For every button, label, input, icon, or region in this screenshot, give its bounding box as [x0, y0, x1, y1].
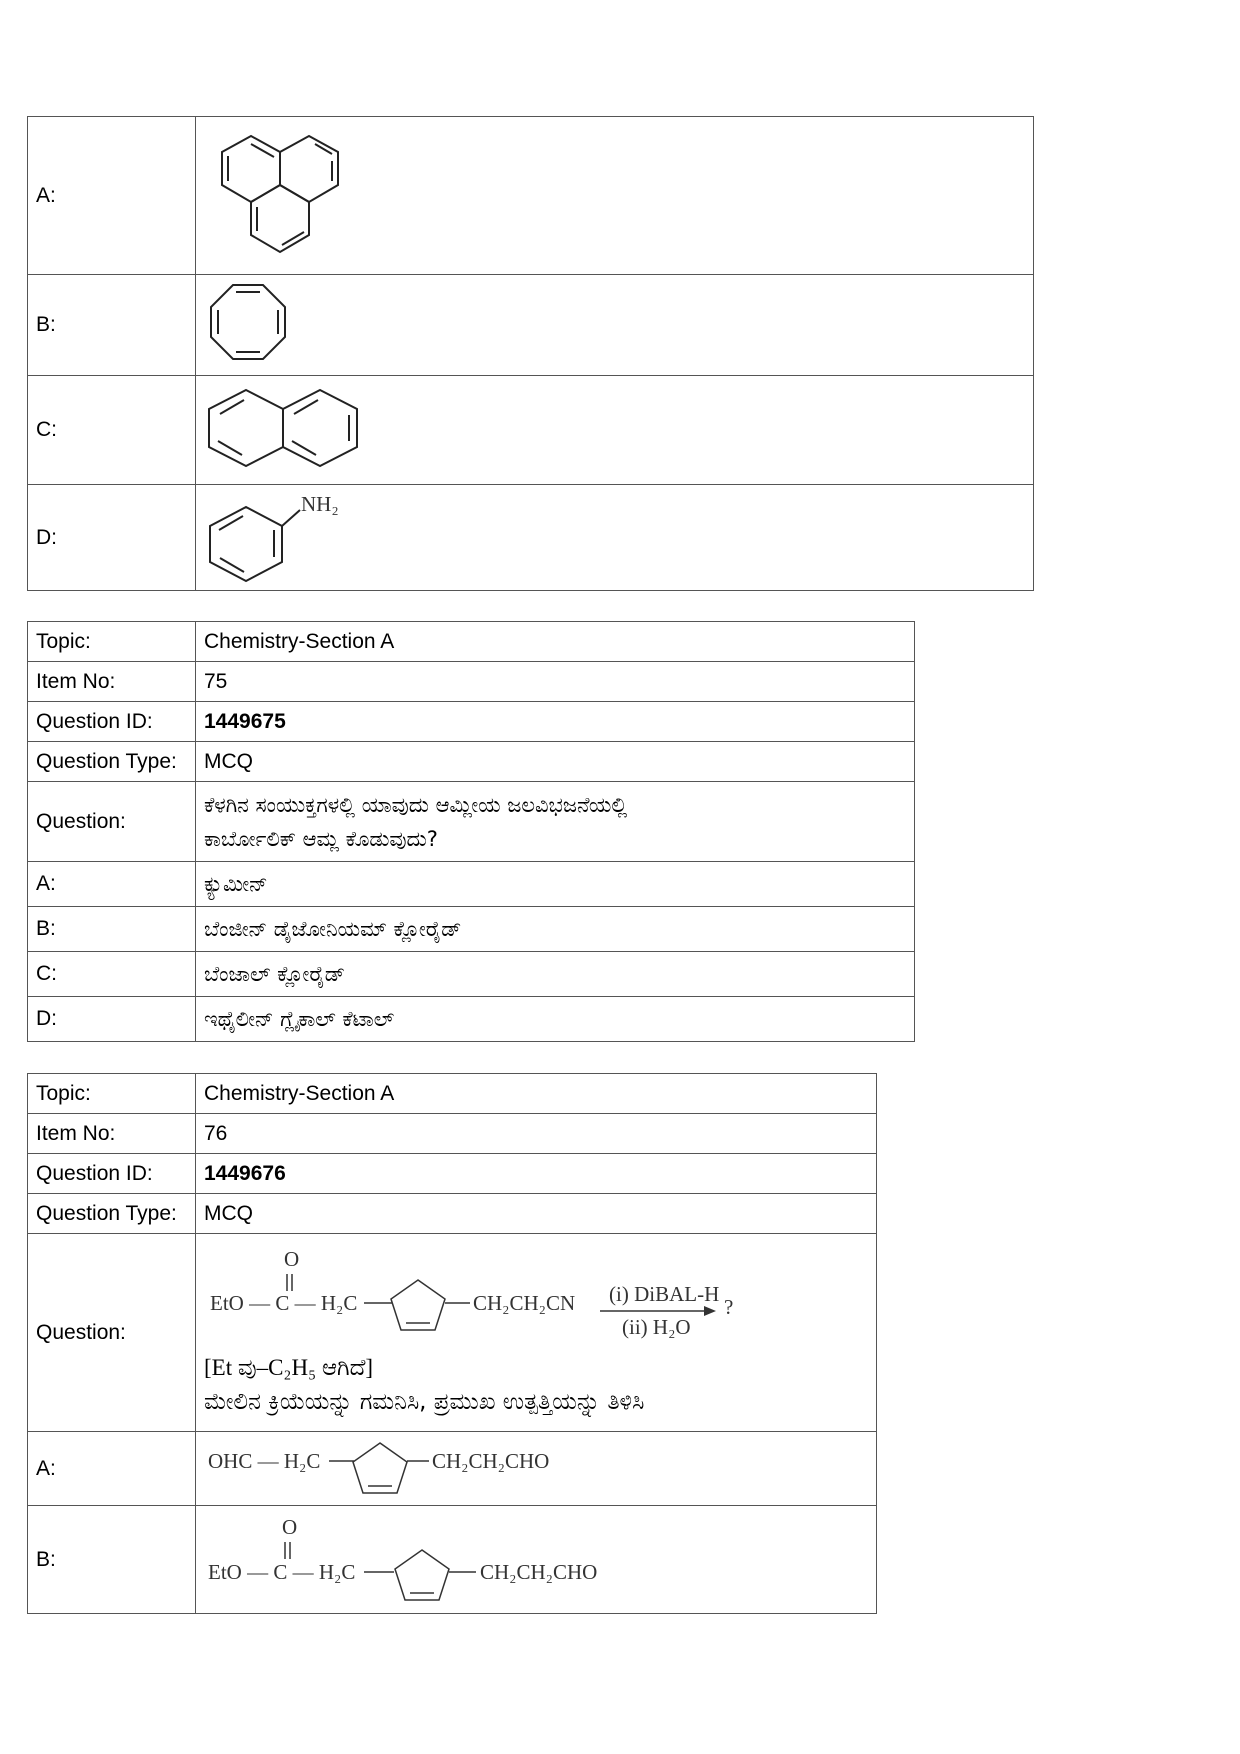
- topic-row: [28, 1074, 877, 1114]
- option-label: C:: [28, 376, 196, 485]
- question-id-value: 1449676: [196, 1154, 877, 1194]
- topic-value: Chemistry-Section A: [196, 622, 915, 662]
- option-structure-naphthalene: [196, 376, 1034, 485]
- reaction-scheme: [204, 1246, 844, 1341]
- option-row-a: [28, 1432, 877, 1506]
- item-no-label: Item No:: [28, 1114, 196, 1154]
- reactant-right-group: CH₂CH₂CN: [473, 1291, 576, 1315]
- question-type-value: MCQ: [196, 742, 915, 782]
- question-id-label: Question ID:: [28, 1154, 196, 1194]
- option-label: B:: [28, 275, 196, 376]
- question-type-value: MCQ: [196, 1194, 877, 1234]
- cyclooctatetraene-structure-icon: [204, 280, 304, 370]
- option-text: ಬೆಂಜಾಲ್ ಕ್ಲೋರೈಡ್: [196, 952, 915, 997]
- option-label: D:: [28, 997, 196, 1042]
- question-label: Question:: [28, 1234, 196, 1432]
- reagent-2: (ii) H₂O: [622, 1315, 691, 1339]
- question-type-row: [28, 1194, 877, 1234]
- topic-row: [28, 622, 915, 662]
- question-id-row: [28, 702, 915, 742]
- option-label: C:: [28, 952, 196, 997]
- option-structure: [196, 1506, 877, 1614]
- question-75-table: [27, 621, 915, 1042]
- option-row-b: [28, 275, 1034, 376]
- question-text: [196, 782, 915, 862]
- item-no-row: [28, 662, 915, 702]
- option-text: ಇಥೈಲೀನ್ ಗ್ಲೈಕಾಲ್ ಕೆಟಾಲ್: [196, 997, 915, 1042]
- carbonyl-oxygen: O: [284, 1247, 300, 1271]
- question-row: [28, 782, 915, 862]
- item-no-row: [28, 1114, 877, 1154]
- question-id-value: 1449675: [196, 702, 915, 742]
- option-label: D:: [28, 485, 196, 591]
- option-a-right-group: CH₂CH₂CHO: [432, 1448, 550, 1473]
- option-text: ಕ್ಯುಮೀನ್: [196, 862, 915, 907]
- option-row-c: [28, 952, 915, 997]
- option-structure-phenalene: [196, 117, 1034, 275]
- option-text: ಬೆಂಜೀನ್ ಡೈಜೋನಿಯಮ್ ಕ್ಲೋರೈಡ್: [196, 907, 915, 952]
- item-no-value: 76: [196, 1114, 877, 1154]
- option-label: A:: [28, 862, 196, 907]
- question-id-label: Question ID:: [28, 702, 196, 742]
- option-b-right-group: CH₂CH₂CHO: [480, 1559, 598, 1584]
- previous-options-table: [27, 116, 1034, 591]
- question-line-2: ಕಾರ್ಬೋಲಿಕ್ ಆಮ್ಲ ಕೊಡುವುದು?: [204, 826, 438, 851]
- option-b-carbonyl-oxygen: O: [282, 1514, 298, 1539]
- topic-label: Topic:: [28, 622, 196, 662]
- option-structure: [196, 1432, 877, 1506]
- option-label: B:: [28, 907, 196, 952]
- item-no-label: Item No:: [28, 662, 196, 702]
- option-structure-aniline: [196, 485, 1034, 591]
- product-unknown: ?: [724, 1295, 734, 1319]
- question-label: Question:: [28, 782, 196, 862]
- question-row: [28, 1234, 877, 1432]
- option-row-c: [28, 376, 1034, 485]
- question-content: [196, 1234, 877, 1432]
- naphthalene-structure-icon: [204, 385, 374, 475]
- reactant-left-group: EtO — C — H₂C: [210, 1291, 358, 1315]
- option-a-structure: [204, 1439, 624, 1499]
- question-type-label: Question Type:: [28, 1194, 196, 1234]
- aniline-structure-icon: [204, 490, 384, 585]
- topic-value: Chemistry-Section A: [196, 1074, 877, 1114]
- option-row-d: [28, 485, 1034, 591]
- question-id-row: [28, 1154, 877, 1194]
- option-a-left-group: OHC — H₂C: [208, 1448, 321, 1473]
- option-label: A:: [28, 117, 196, 275]
- option-structure-cyclooctatetraene: [196, 275, 1034, 376]
- nh2-label: NH₂: [301, 492, 339, 516]
- option-b-left-group: EtO — C — H₂C: [208, 1559, 356, 1584]
- option-b-structure: [204, 1512, 664, 1608]
- instruction-text: ಮೇಲಿನ ಕ್ರಿಯೆಯನ್ನು ಗಮನಿಸಿ, ಪ್ರಮುಖ ಉತ್ಪತ್ತಿಯನ್ನು ತಿಳಿಸಿ: [204, 1389, 645, 1415]
- option-label: A:: [28, 1432, 196, 1506]
- option-row-b: [28, 907, 915, 952]
- note-text: [Et ವು–C₂H₅ ಆಗಿದೆ]: [204, 1355, 374, 1380]
- option-row-a: [28, 862, 915, 907]
- question-type-label: Question Type:: [28, 742, 196, 782]
- option-row-d: [28, 997, 915, 1042]
- phenalene-structure-icon: [204, 121, 354, 271]
- question-type-row: [28, 742, 915, 782]
- question-76-table: [27, 1073, 877, 1614]
- topic-label: Topic:: [28, 1074, 196, 1114]
- item-no-value: 75: [196, 662, 915, 702]
- reagent-1: (i) DiBAL-H: [609, 1282, 720, 1306]
- reaction-arrow-head: [704, 1306, 716, 1316]
- question-line-1: ಕೆಳಗಿನ ಸಂಯುಕ್ತಗಳಲ್ಲಿ ಯಾವುದು ಆಮ್ಲೀಯ ಜಲವಿಭಜನೆಯಲ್ಲಿ: [204, 792, 628, 817]
- option-row-a: [28, 117, 1034, 275]
- option-row-b: [28, 1506, 877, 1614]
- option-label: B:: [28, 1506, 196, 1614]
